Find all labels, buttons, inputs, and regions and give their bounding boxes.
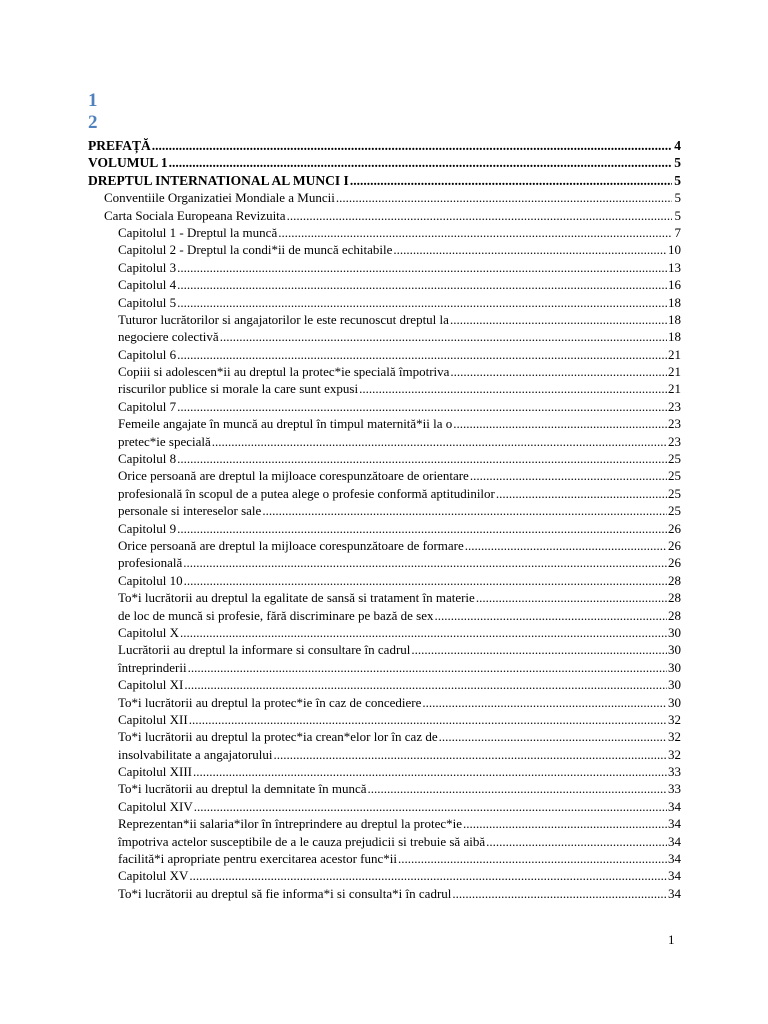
toc-entry-page: 18 xyxy=(668,311,681,327)
toc-entry-page: 23 xyxy=(668,433,681,449)
toc-entry-title: Reprezentan*ii salaria*ilor în întreprindere au dreptul la protec*ie xyxy=(118,816,462,832)
toc-dot-leader xyxy=(463,815,667,832)
toc-entry[interactable] xyxy=(88,398,681,415)
toc-dot-leader xyxy=(177,398,667,415)
toc-entry-title: Capitolul XII xyxy=(118,711,188,727)
toc-entry[interactable] xyxy=(88,207,681,224)
toc-entry-title: riscurilor publice si morale la care sunt expusi xyxy=(118,381,359,397)
toc-entry-page: 23 xyxy=(668,416,681,432)
toc-entry-page: 21 xyxy=(668,381,681,397)
toc-entry-title: Capitolul 7 xyxy=(118,398,177,414)
toc-dot-leader xyxy=(336,189,672,206)
toc-entry-title: Orice persoană are dreptul la mijloace corespunzătoare de orientare xyxy=(118,468,469,484)
toc-entry-page: 34 xyxy=(668,885,681,901)
toc-entry-page: 5 xyxy=(674,155,681,171)
toc-entry-title: Lucrătorii au dreptul la informare si consultare în cadrul xyxy=(118,642,411,658)
toc-entry-title: To*i lucrătorii au dreptul la protec*ie în caz de concediere xyxy=(118,694,422,710)
toc-entry[interactable] xyxy=(88,607,681,624)
toc-dot-leader xyxy=(220,328,667,345)
toc-entry-title: Conventiile Organizatiei Mondiale a Muncii xyxy=(104,190,335,206)
toc-entry[interactable] xyxy=(88,154,681,171)
toc-dot-leader xyxy=(177,276,667,293)
toc-dot-leader xyxy=(398,850,667,867)
toc-entry[interactable] xyxy=(88,694,681,711)
toc-entry-page: 25 xyxy=(668,485,681,501)
toc-entry-page: 13 xyxy=(668,259,681,275)
toc-dot-leader xyxy=(287,207,672,224)
toc-entry-title: Capitolul 1 - Dreptul la muncă xyxy=(118,224,278,240)
toc-entry[interactable] xyxy=(88,520,681,537)
toc-dot-leader xyxy=(452,885,667,902)
heading-number-2: 2 xyxy=(88,112,98,133)
toc-entry-title: Capitolul XIV xyxy=(118,798,193,814)
toc-entry-page: 30 xyxy=(668,677,681,693)
toc-entry[interactable] xyxy=(88,485,681,502)
toc-entry[interactable] xyxy=(88,572,681,589)
toc-entry-title: VOLUMUL 1 xyxy=(88,155,168,171)
toc-entry[interactable] xyxy=(88,502,681,519)
toc-dot-leader xyxy=(465,537,667,554)
toc-entry[interactable] xyxy=(88,189,681,206)
page-number: 1 xyxy=(668,932,675,947)
toc-entry-page: 18 xyxy=(668,329,681,345)
toc-entry-page: 5 xyxy=(674,207,681,223)
toc-entry-page: 25 xyxy=(668,468,681,484)
toc-entry-page: 33 xyxy=(668,764,681,780)
toc-entry-page: 30 xyxy=(668,642,681,658)
toc-entry-page: 28 xyxy=(668,590,681,606)
toc-dot-leader xyxy=(439,728,667,745)
toc-entry-title: întreprinderii xyxy=(118,659,187,675)
toc-dot-leader xyxy=(184,676,667,693)
toc-entry[interactable] xyxy=(88,415,681,432)
toc-dot-leader xyxy=(169,154,672,171)
toc-dot-leader xyxy=(184,572,667,589)
toc-entry[interactable] xyxy=(88,346,681,363)
toc-entry-title: Femeile angajate în muncă au dreptul în timpul maternită*ii la o xyxy=(118,416,453,432)
toc-entry-page: 34 xyxy=(668,851,681,867)
toc-dot-leader xyxy=(476,589,667,606)
toc-entry-title: Capitolul 10 xyxy=(118,572,183,588)
toc-entry-title: Capitolul 4 xyxy=(118,277,177,293)
toc-entry-page: 18 xyxy=(668,294,681,310)
toc-dot-leader xyxy=(194,798,667,815)
toc-entry-page: 5 xyxy=(674,172,681,188)
toc-dot-leader xyxy=(188,659,667,676)
toc-entry[interactable] xyxy=(88,467,681,484)
toc-entry-title: Capitolul X xyxy=(118,624,180,640)
toc-entry-page: 5 xyxy=(674,190,681,206)
toc-entry[interactable] xyxy=(88,746,681,763)
toc-entry[interactable] xyxy=(88,259,681,276)
toc-entry-title: împotriva actelor susceptibile de a le cauza prejudicii si trebuie să aibă xyxy=(118,833,486,849)
toc-entry[interactable] xyxy=(88,172,681,189)
toc-entry[interactable] xyxy=(88,850,681,867)
toc-entry-page: 25 xyxy=(668,451,681,467)
toc-entry-title: To*i lucrătorii au dreptul la demnitate în muncă xyxy=(118,781,367,797)
toc-dot-leader xyxy=(180,624,667,641)
toc-entry-page: 10 xyxy=(668,242,681,258)
toc-entry[interactable] xyxy=(88,885,681,902)
toc-dot-leader xyxy=(189,867,667,884)
toc-entry-page: 25 xyxy=(668,503,681,519)
toc-entry-title: To*i lucrătorii au dreptul la protec*ia crean*elor lor în caz de xyxy=(118,729,438,745)
toc-entry-title: Copiii si adolescen*ii au dreptul la protec*ie specială împotriva xyxy=(118,364,450,380)
toc-entry-page: 30 xyxy=(668,624,681,640)
toc-entry[interactable] xyxy=(88,728,681,745)
toc-entry-page: 34 xyxy=(668,816,681,832)
toc-dot-leader xyxy=(193,763,667,780)
toc-entry-page: 26 xyxy=(668,555,681,571)
toc-dot-leader xyxy=(486,833,667,850)
toc-dot-leader xyxy=(450,363,667,380)
toc-entry[interactable] xyxy=(88,867,681,884)
toc-entry-title: Capitolul 8 xyxy=(118,451,177,467)
toc-entry-title: Carta Sociala Europeana Revizuita xyxy=(104,207,286,223)
toc-entry[interactable] xyxy=(88,798,681,815)
toc-entry[interactable] xyxy=(88,624,681,641)
toc-dot-leader xyxy=(359,380,667,397)
toc-entry-page: 28 xyxy=(668,572,681,588)
toc-entry-title: Capitolul 9 xyxy=(118,520,177,536)
toc-dot-leader xyxy=(434,607,667,624)
table-of-contents xyxy=(88,137,681,902)
toc-dot-leader xyxy=(189,711,667,728)
toc-dot-leader xyxy=(177,520,667,537)
toc-entry-page: 4 xyxy=(674,138,681,153)
toc-entry-title: pretec*ie specială xyxy=(118,433,211,449)
toc-entry-page: 7 xyxy=(674,224,681,240)
toc-entry-title: Capitolul XI xyxy=(118,677,184,693)
toc-entry[interactable] xyxy=(88,380,681,397)
toc-dot-leader xyxy=(496,485,667,502)
toc-entry[interactable] xyxy=(88,763,681,780)
toc-entry[interactable] xyxy=(88,328,681,345)
toc-entry[interactable] xyxy=(88,711,681,728)
toc-dot-leader xyxy=(262,502,667,519)
toc-entry-title: de loc de muncă si profesie, fără discriminare pe bază de sex xyxy=(118,607,434,623)
toc-entry-title: Capitolul 3 xyxy=(118,259,177,275)
toc-entry[interactable] xyxy=(88,450,681,467)
toc-entry-page: 30 xyxy=(668,694,681,710)
toc-entry[interactable] xyxy=(88,659,681,676)
toc-entry-title: negociere colectivă xyxy=(118,329,219,345)
toc-entry[interactable] xyxy=(88,311,681,328)
toc-entry-page: 34 xyxy=(668,868,681,884)
toc-dot-leader xyxy=(350,172,672,189)
toc-dot-leader xyxy=(393,241,667,258)
toc-entry[interactable] xyxy=(88,554,681,571)
toc-entry-page: 34 xyxy=(668,798,681,814)
toc-entry[interactable] xyxy=(88,641,681,658)
toc-entry[interactable] xyxy=(88,241,681,258)
toc-dot-leader xyxy=(152,137,672,154)
toc-entry[interactable] xyxy=(88,363,681,380)
toc-entry-page: 32 xyxy=(668,729,681,745)
toc-entry[interactable] xyxy=(88,833,681,850)
toc-dot-leader xyxy=(411,641,667,658)
toc-entry-title: Tuturor lucrătorilor si angajatorilor le este recunoscut dreptul la xyxy=(118,311,449,327)
toc-entry-title: facilită*i apropriate pentru exercitarea acestor func*ii xyxy=(118,851,397,867)
toc-entry[interactable] xyxy=(88,537,681,554)
toc-entry-page: 21 xyxy=(668,346,681,362)
toc-entry-page: 32 xyxy=(668,746,681,762)
toc-entry[interactable] xyxy=(88,589,681,606)
toc-entry-page: 30 xyxy=(668,659,681,675)
toc-entry[interactable] xyxy=(88,676,681,693)
toc-dot-leader xyxy=(274,746,667,763)
toc-dot-leader xyxy=(177,259,667,276)
toc-entry-title: DREPTUL INTERNATIONAL AL MUNCI I xyxy=(88,172,349,188)
toc-entry-title: Orice persoană are dreptul la mijloace corespunzătoare de formare xyxy=(118,537,464,553)
toc-entry-title: profesională xyxy=(118,555,183,571)
heading-number-1: 1 xyxy=(88,90,98,111)
toc-entry-title: PREFAȚĂ xyxy=(88,138,151,153)
toc-entry-title: Capitolul XIII xyxy=(118,764,193,780)
toc-entry-page: 16 xyxy=(668,277,681,293)
toc-entry-title: personale si intereselor sale xyxy=(118,503,262,519)
toc-dot-leader xyxy=(470,467,667,484)
toc-entry-title: Capitolul 5 xyxy=(118,294,177,310)
toc-dot-leader xyxy=(177,294,667,311)
toc-dot-leader xyxy=(422,694,667,711)
toc-dot-leader xyxy=(453,415,667,432)
toc-dot-leader xyxy=(177,346,667,363)
toc-entry-title: insolvabilitate a angajatorului xyxy=(118,746,273,762)
toc-entry-title: Capitolul XV xyxy=(118,868,189,884)
toc-dot-leader xyxy=(278,224,672,241)
toc-entry[interactable] xyxy=(88,224,681,241)
toc-entry-title: Capitolul 2 - Dreptul la condi*ii de muncă echitabile xyxy=(118,242,393,258)
toc-dot-leader xyxy=(368,780,667,797)
toc-entry-page: 21 xyxy=(668,364,681,380)
toc-dot-leader xyxy=(177,450,667,467)
toc-entry-page: 28 xyxy=(668,607,681,623)
toc-entry[interactable] xyxy=(88,815,681,832)
toc-entry-title: To*i lucrătorii au dreptul la egalitate de sansă si tratament în materie xyxy=(118,590,475,606)
toc-dot-leader xyxy=(212,433,667,450)
toc-entry-page: 34 xyxy=(668,833,681,849)
toc-entry[interactable] xyxy=(88,137,681,154)
toc-dot-leader xyxy=(183,554,667,571)
toc-entry[interactable] xyxy=(88,433,681,450)
toc-entry-title: profesională în scopul de a putea alege o profesie conformă aptitudinilor xyxy=(118,485,495,501)
toc-entry-page: 26 xyxy=(668,520,681,536)
toc-entry-page: 32 xyxy=(668,711,681,727)
toc-dot-leader xyxy=(450,311,667,328)
toc-entry-page: 33 xyxy=(668,781,681,797)
toc-entry-page: 26 xyxy=(668,537,681,553)
toc-entry-title: Capitolul 6 xyxy=(118,346,177,362)
toc-entry[interactable] xyxy=(88,276,681,293)
toc-entry-title: To*i lucrătorii au dreptul să fie informa*i si consulta*i în cadrul xyxy=(118,885,452,901)
toc-entry[interactable] xyxy=(88,294,681,311)
toc-entry[interactable] xyxy=(88,780,681,797)
toc-entry-page: 23 xyxy=(668,398,681,414)
